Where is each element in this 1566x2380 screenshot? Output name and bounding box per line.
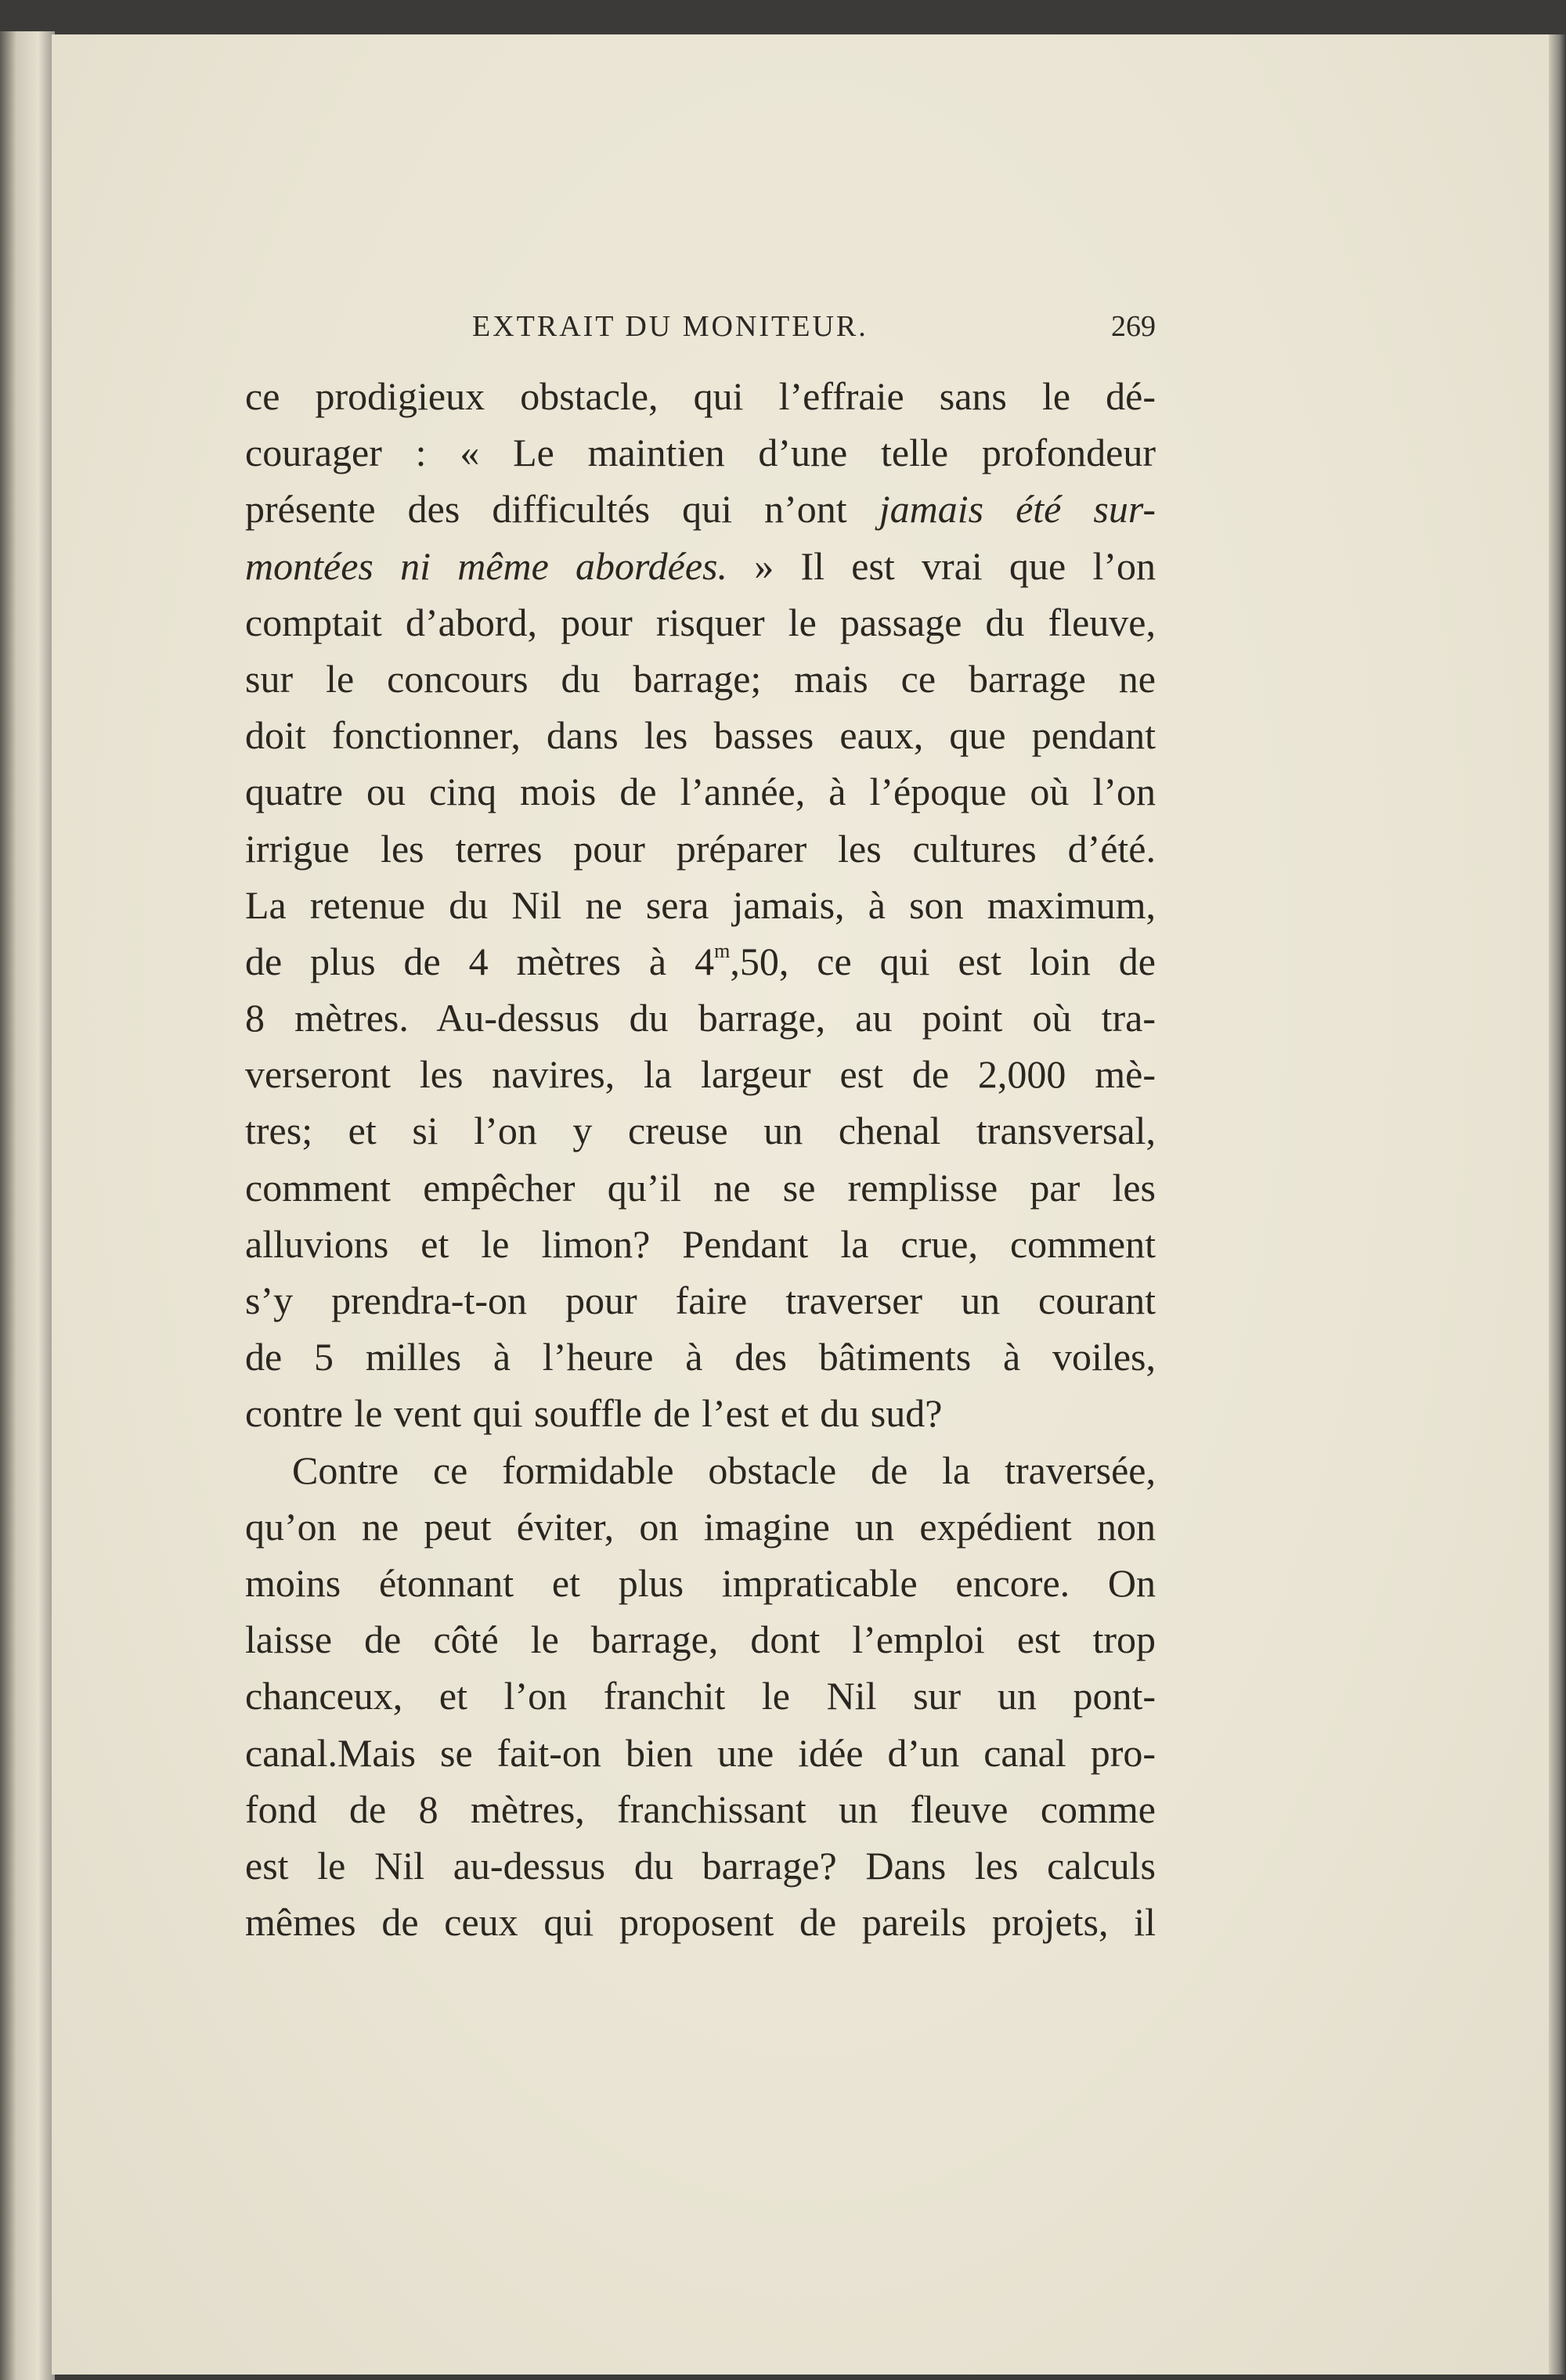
- body-text: [245, 368, 1156, 1950]
- text-line: [245, 1611, 1156, 1668]
- text-segment: fond de 8 mètres, franchissant un fleuve comme: [245, 1787, 1156, 1831]
- text-segment: alluvions et le limon? Pendant la crue, comment: [245, 1221, 1156, 1266]
- italic-text: montées ni même abordées.: [245, 543, 727, 588]
- text-segment: courager : « Le maintien d’une telle profondeur: [245, 431, 1156, 475]
- text-line: [245, 1329, 1156, 1385]
- text-segment: présente des difficultés qui n’ont: [245, 487, 879, 532]
- superscript: m: [714, 939, 731, 962]
- text-segment: La retenue du Nil ne sera jamais, à son maximum,: [245, 882, 1156, 927]
- text-line: [245, 368, 1156, 424]
- text-segment: » Il est vrai que l’on: [727, 543, 1156, 588]
- text-segment: contre le vent qui souffle de l’est et du sud?: [245, 1391, 943, 1436]
- text-line: [245, 424, 1156, 481]
- text-segment: 8 mètres. Au-dessus du barrage, au point où tra-: [245, 996, 1156, 1040]
- running-title: EXTRAIT DU MONITEUR.: [472, 310, 868, 343]
- text-line: [245, 481, 1156, 537]
- text-segment: doit fonctionner, dans les basses eaux, que pendant: [245, 713, 1156, 758]
- text-line: [245, 1442, 1156, 1498]
- text-line: [245, 1046, 1156, 1102]
- page-edge-right: [1549, 34, 1566, 2375]
- text-segment: sur le concours du barrage; mais ce barrage ne: [245, 656, 1156, 701]
- text-segment: comptait d’abord, pour risquer le passage du fleuve,: [245, 600, 1156, 644]
- text-line: [245, 1668, 1156, 1724]
- italic-text: jamais été sur-: [879, 487, 1156, 532]
- text-segment: ,50, ce qui est loin de: [730, 939, 1156, 983]
- text-segment: mêmes de ceux qui proposent de pareils projets, il: [245, 1900, 1156, 1945]
- text-line: [245, 990, 1156, 1046]
- text-line: [245, 1159, 1156, 1216]
- text-line: [245, 1725, 1156, 1781]
- text-line: [245, 933, 1156, 990]
- text-segment: irrigue les terres pour préparer les cultures d’été.: [245, 826, 1156, 871]
- text-segment: verseront les navires, la largeur est de 2,000 mè-: [245, 1052, 1156, 1097]
- text-line: [245, 1781, 1156, 1837]
- text-line: [245, 1555, 1156, 1611]
- text-segment: est le Nil au-dessus du barrage? Dans les calculs: [245, 1843, 1156, 1888]
- text-line: [245, 1837, 1156, 1894]
- text-segment: ce prodigieux obstacle, qui l’effraie sans le dé-: [245, 374, 1156, 418]
- text-segment: s’y prendra-t-on pour faire traverser un courant: [245, 1278, 1156, 1322]
- text-segment: de plus de 4 mètres à 4: [245, 939, 715, 983]
- text-line: [245, 707, 1156, 763]
- text-line: [245, 1894, 1156, 1950]
- previous-page-edge: [0, 31, 55, 2380]
- text-segment: chanceux, et l’on franchit le Nil sur un pont-: [245, 1674, 1156, 1718]
- text-segment: Contre ce formidable obstacle de la traversée,: [292, 1448, 1156, 1492]
- text-segment: moins étonnant et plus impraticable encore. On: [245, 1560, 1156, 1605]
- text-line: [245, 1216, 1156, 1272]
- text-segment: comment empêcher qu’il ne se remplisse par les: [245, 1165, 1156, 1210]
- page-number: 269: [1111, 310, 1156, 343]
- text-line: [245, 763, 1156, 820]
- text-line: [245, 1498, 1156, 1555]
- page-header: [245, 309, 1156, 348]
- text-line: [245, 1385, 1156, 1441]
- text-line: [245, 594, 1156, 651]
- text-segment: quatre ou cinq mois de l’année, à l’époque où l’on: [245, 770, 1156, 814]
- text-segment: laisse de côté le barrage, dont l’emploi est trop: [245, 1617, 1156, 1662]
- text-line: [245, 877, 1156, 933]
- text-segment: tres; et si l’on y creuse un chenal transversal,: [245, 1109, 1156, 1153]
- text-line: [245, 820, 1156, 877]
- text-line: [245, 651, 1156, 707]
- text-line: [245, 538, 1156, 594]
- text-segment: canal.Mais se fait-on bien une idée d’un canal pro-: [245, 1730, 1156, 1775]
- text-segment: qu’on ne peut éviter, on imagine un expédient non: [245, 1504, 1156, 1549]
- text-line: [245, 1102, 1156, 1159]
- text-segment: de 5 milles à l’heure à des bâtiments à voiles,: [245, 1335, 1156, 1379]
- text-line: [245, 1272, 1156, 1329]
